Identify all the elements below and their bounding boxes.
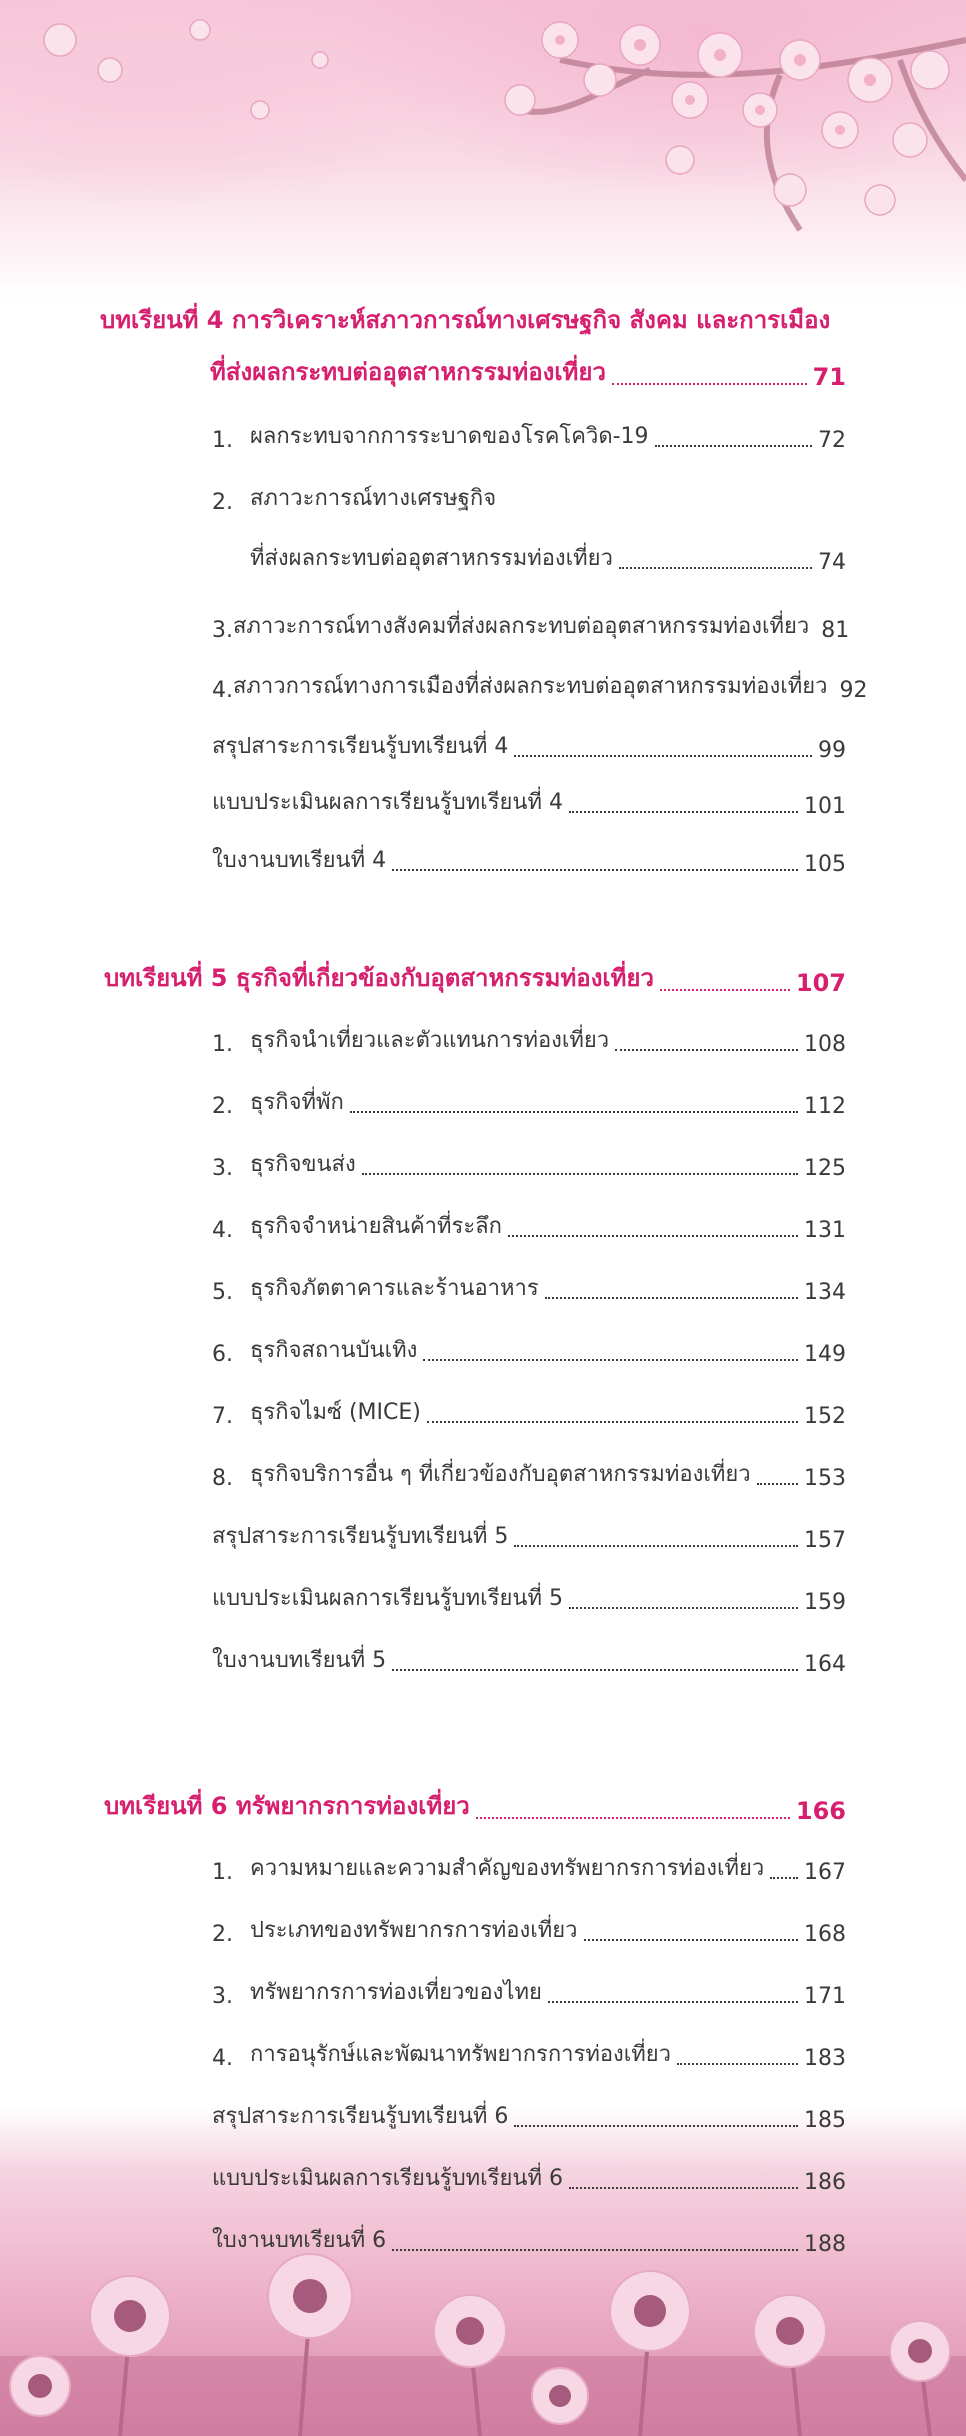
entry-page: 131 [804, 1218, 846, 1243]
toc-entry[interactable] [212, 1580, 846, 1615]
toc-entry[interactable] [212, 1084, 846, 1119]
entry-number: 8. [212, 1466, 233, 1491]
chapter-4-page: 71 [812, 363, 846, 391]
toc-entry[interactable] [212, 2098, 846, 2133]
entry-number: 7. [212, 1404, 233, 1429]
toc-entry[interactable] [212, 728, 846, 763]
leader-dots [423, 1359, 798, 1361]
toc-entry[interactable] [212, 418, 846, 453]
toc-entry[interactable] [212, 1518, 846, 1553]
entry-page: 159 [804, 1590, 846, 1615]
entry-page: 105 [804, 852, 846, 877]
entry-page: 125 [804, 1156, 846, 1181]
entry-label: ธุรกิจที่พัก [250, 1090, 344, 1115]
toc-entry[interactable] [212, 1394, 846, 1429]
entry-label: แบบประเมินผลการเรียนรู้บทเรียนที่ 5 [212, 1586, 563, 1611]
entry-page: 81 [821, 618, 850, 643]
leader-dots [757, 1483, 798, 1485]
entry-number: 4. [212, 1218, 233, 1243]
toc-entry[interactable] [212, 2222, 846, 2257]
entry-page: 152 [804, 1404, 846, 1429]
entry-label: ธุรกิจขนส่ง [250, 1152, 356, 1177]
leader-dots [569, 1607, 798, 1609]
entry-label: แบบประเมินผลการเรียนรู้บทเรียนที่ 4 [212, 790, 563, 815]
entry-label: ธุรกิจจำหน่ายสินค้าที่ระลึก [250, 1214, 502, 1239]
leader-dots [392, 869, 798, 871]
leader-dots [427, 1421, 798, 1423]
toc-entry[interactable] [212, 2160, 846, 2195]
toc-entry[interactable] [212, 1850, 846, 1885]
toc-entry[interactable] [212, 1642, 846, 1677]
entry-label: ธุรกิจนำเที่ยวและตัวแทนการท่องเที่ยว [250, 1028, 610, 1053]
entry-label: แบบประเมินผลการเรียนรู้บทเรียนที่ 6 [212, 2166, 563, 2191]
toc-entry[interactable] [250, 540, 846, 575]
entry-label: ธุรกิจไมซ์ (MICE) [250, 1400, 421, 1425]
entry-label: ที่ส่งผลกระทบต่ออุตสาหกรรมท่องเที่ยว [250, 546, 613, 571]
entry-label: ใบงานบทเรียนที่ 5 [212, 1648, 387, 1673]
leader-dots [514, 755, 812, 757]
sunflower-illustration [0, 2106, 966, 2436]
leader-dots [619, 567, 812, 569]
entry-page: 101 [804, 794, 846, 819]
entry-number: 2. [212, 1922, 233, 1947]
chapter-5-page: 107 [795, 969, 846, 997]
toc-entry[interactable] [212, 784, 846, 819]
entry-label: ใบงานบทเรียนที่ 6 [212, 2228, 387, 2253]
leader-dots [362, 1173, 798, 1175]
toc-entry[interactable] [212, 2036, 846, 2071]
chapter-5-entry[interactable] [104, 958, 846, 997]
entry-number: 1. [212, 1860, 233, 1885]
leader-dots [545, 1297, 798, 1299]
cherry-blossom-illustration [0, 0, 966, 300]
leader-dots [476, 1817, 790, 1819]
entry-label: ทรัพยากรการท่องเที่ยวของไทย [250, 1980, 542, 2005]
entry-label: ประเภทของทรัพยากรการท่องเที่ยว [250, 1918, 578, 1943]
entry-page: 74 [818, 550, 846, 575]
entry-page: 99 [818, 738, 846, 763]
entry-number: 4. [212, 2046, 233, 2071]
entry-number: 2. [212, 1094, 233, 1119]
entry-number: 3. [212, 1156, 233, 1181]
leader-dots [569, 2187, 798, 2189]
entry-label: ธุรกิจสถานบันเทิง [250, 1338, 418, 1363]
entry-number: 6. [212, 1342, 233, 1367]
leader-dots [514, 1545, 798, 1547]
toc-entry[interactable] [212, 1022, 846, 1057]
leader-dots [392, 1669, 798, 1671]
entry-page: 134 [804, 1280, 846, 1305]
chapter-4-entry[interactable] [210, 352, 846, 391]
entry-label: ธุรกิจภัตตาคารและร้านอาหาร [250, 1276, 539, 1301]
entry-label: การอนุรักษ์และพัฒนาทรัพยากรการท่องเที่ยว [250, 2042, 672, 2067]
entry-label: ใบงานบทเรียนที่ 4 [212, 848, 387, 873]
entry-label: ธุรกิจบริการอื่น ๆ ที่เกี่ยวข้องกับอุตสาหกรรมท่องเที่ยว [250, 1462, 751, 1487]
entry-page: 153 [804, 1466, 846, 1491]
entry-label: สภาวะการณ์ทางสังคมที่ส่งผลกระทบต่ออุตสาหกรรมท่องเที่ยว [233, 614, 810, 639]
toc-entry[interactable] [212, 1208, 846, 1243]
leader-dots [508, 1235, 798, 1237]
leader-dots [655, 445, 812, 447]
entry-number: 3. [212, 618, 233, 643]
leader-dots [569, 811, 798, 813]
chapter-4-title: บทเรียนที่ 4 การวิเคราะห์สภาวการณ์ทางเศรษฐกิจ สังคม และการเมือง [100, 306, 831, 334]
entry-number: 1. [212, 428, 233, 453]
chapter-6-title: บทเรียนที่ 6 ทรัพยากรการท่องเที่ยว [104, 1792, 470, 1820]
entry-page: 188 [804, 2232, 846, 2257]
entry-page: 108 [804, 1032, 846, 1057]
leader-dots [612, 383, 807, 385]
leader-dots [350, 1111, 798, 1113]
toc-entry[interactable] [212, 1912, 846, 1947]
cherry-blossom-header-art [0, 0, 966, 300]
entry-label: ผลกระทบจากการระบาดของโรคโควิด-19 [250, 424, 649, 449]
entry-page: 92 [839, 678, 868, 703]
entry-page: 112 [804, 1094, 846, 1119]
entry-page: 72 [818, 428, 846, 453]
leader-dots [615, 1049, 798, 1051]
toc-entry[interactable] [212, 1332, 846, 1367]
entry-label: สภาวการณ์ทางการเมืองที่ส่งผลกระทบต่ออุตสาหกรรมท่องเที่ยว [233, 674, 828, 699]
entry-number: 3. [212, 1984, 233, 2009]
toc-entry[interactable] [212, 1146, 846, 1181]
entry-page: 186 [804, 2170, 846, 2195]
entry-page: 185 [804, 2108, 846, 2133]
toc-entry[interactable] [212, 668, 868, 703]
entry-page: 183 [804, 2046, 846, 2071]
entry-label: สภาวะการณ์ทางเศรษฐกิจ [250, 486, 497, 511]
toc-entry[interactable] [212, 842, 846, 877]
entry-page: 164 [804, 1652, 846, 1677]
toc-entry[interactable] [212, 1974, 846, 2009]
toc-entry[interactable] [212, 1270, 846, 1305]
entry-label: สรุปสาระการเรียนรู้บทเรียนที่ 6 [212, 2104, 509, 2129]
leader-dots [770, 1877, 798, 1879]
entry-page: 168 [804, 1922, 846, 1947]
entry-page: 149 [804, 1342, 846, 1367]
chapter-4-title-cont: ที่ส่งผลกระทบต่ออุตสาหกรรมท่องเที่ยว [210, 358, 606, 386]
toc-entry[interactable] [212, 1456, 846, 1491]
chapter-5-title: บทเรียนที่ 5 ธุรกิจที่เกี่ยวข้องกับอุตสาหกรรมท่องเที่ยว [104, 964, 654, 992]
entry-label: ความหมายและความสำคัญของทรัพยากรการท่องเที่ยว [250, 1856, 765, 1881]
leader-dots [677, 2063, 798, 2065]
leader-dots [514, 2125, 798, 2127]
leader-dots [660, 989, 790, 991]
entry-number: 1. [212, 1032, 233, 1057]
chapter-6-entry[interactable] [104, 1786, 846, 1825]
toc-entry[interactable] [212, 480, 846, 515]
leader-dots [548, 2001, 798, 2003]
entry-label: สรุปสาระการเรียนรู้บทเรียนที่ 4 [212, 734, 509, 759]
entry-number: 4. [212, 678, 233, 703]
entry-page: 157 [804, 1528, 846, 1553]
leader-dots [584, 1939, 798, 1941]
entry-page: 171 [804, 1984, 846, 2009]
leader-dots [392, 2249, 798, 2251]
toc-entry[interactable] [212, 608, 850, 643]
entry-number: 5. [212, 1280, 233, 1305]
entry-number: 2. [212, 490, 233, 515]
chapter-6-page: 166 [795, 1797, 846, 1825]
sunflower-footer-art [0, 2106, 966, 2436]
entry-page: 167 [804, 1860, 846, 1885]
entry-label: สรุปสาระการเรียนรู้บทเรียนที่ 5 [212, 1524, 509, 1549]
